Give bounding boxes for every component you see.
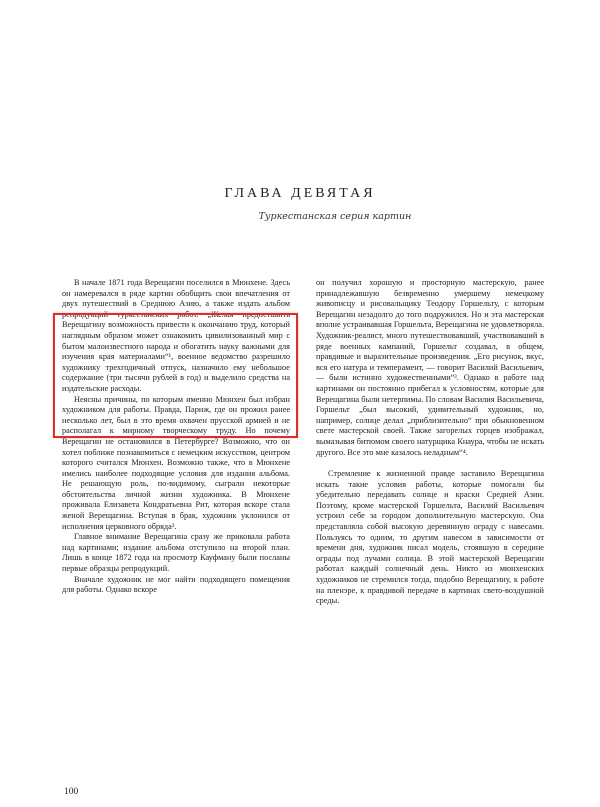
paragraph: Стремление к жизненной правде заставило Верещагина искать такие условия работы, которые помогали бы убедительно передавать солнце и краски Средней Азии. Поэтому, кроме мастерской Горшельта, Василий Васильевич устроил себе за городом дополнительную мастерскую. Она представляла собой высокую деревянную ограду с навесами. Пользуясь то одним, то другим навесом в зависимости от времени дня, художник писал модель, стоявшую в середине ограды под лучами солнца. В этой мастерской Верещагин работал каждый солнечный день. Никто из мюнхенских художников не стремился тогда, подобно Верещагину, к работе на пленэре, к правдивой передаче в картинах свето-воздушной среды. <box>316 469 544 606</box>
paragraph: он получил хорошую и просторную мастерскую, ранее принадлежавшую безвременно умершему немецкому живописцу и рисовальщику Теодору Горшельту, с которым Верещагин незадолго до того подружился. Но и эта мастерская вполне устраивавшая Горшельта, Верещагина не удовлетворяла. Художник-реалист, много путешествовавший, участвовавший в ряде военных кампаний, Горшельт создавал, в общем, правдивые и выразительные произведения. „Его рисунок, вкус, вся его натура и темперамент, — говорит Василий Васильевич, — были истинно художественными“³. Однако в работе над картинами он постоянно прибегал к условностям, которые для Верещагина были нетерпимы. По словам Василия Васильевича, Горшельт „был высокий, удивительный художник, но, например, солнце делал „приблизительно“ при обыкновенном свете мастерской своей. Также загорелых горцев изображал, вымазывая битюмом своего натурщика Кнаура, чтобы не искать другого. Все это мне казалось неладным“⁴. <box>316 278 545 457</box>
highlight-box <box>53 313 298 438</box>
chapter-title: ГЛАВА ДЕВЯТАЯ <box>224 186 376 201</box>
paragraph: Главное внимание Верещагина сразу же приковала работа над картинами; издание альбома отступило на второй план. Лишь в конце 1872 года на просмотр Кауфману были посланы первые образцы репродукций. <box>62 532 290 574</box>
paragraph: Вначале художник не мог найти подходящего помещения для работы. Однако вскоре <box>62 574 290 595</box>
right-text-column <box>316 278 544 607</box>
paragraph: Неясны причины, по которым именно Мюнхен был избран художником для работы. Правда, Париж, где он прожил ранее несколько лет, был в это время охвачен прусской армией и не располагал к мирному творческому труду. Но почему Верещагин не остановился в Петербурге? Возможно, что он хотел поближе познакомиться с немецким искусством, центром которого считался Мюнхен. Возможно также, что в Мюнхене имелись наиболее подходящие условия для издания альбома. Не решающую роль, по-видимому, сыграли некоторые обстоятельства личной жизни художника. В Мюнхене проживала Елизавета Кондратьевна Рит, которая вскоре стала женой Верещагина. Вступая в брак, художник уклонился от исполнения церковного обряда². <box>62 394 290 531</box>
chapter-subtitle: Туркестанская серия картин <box>258 211 412 222</box>
paragraph: В начале 1871 года Верещагин поселился в Мюнхене. Здесь он намеревался в ряде картин обобщить свои впечатления от двух путешествий в Среднюю Азию, а также издать альбом репродукций туркестанских работ. „Желая предоставить Верещагину возможность привести к окончанию труд, который наглядным образом может ознакомить цивилизованный мир с бытом малоизвестного народа и обогатить науку важными для изучения края материалами“¹, военное ведомство разрешило художнику трехгодичный отпуск, назначило ему небольшое содержание (три тысячи рублей в год) и выделило средства на издательские расходы. <box>62 278 290 393</box>
page-number: 100 <box>64 787 79 797</box>
